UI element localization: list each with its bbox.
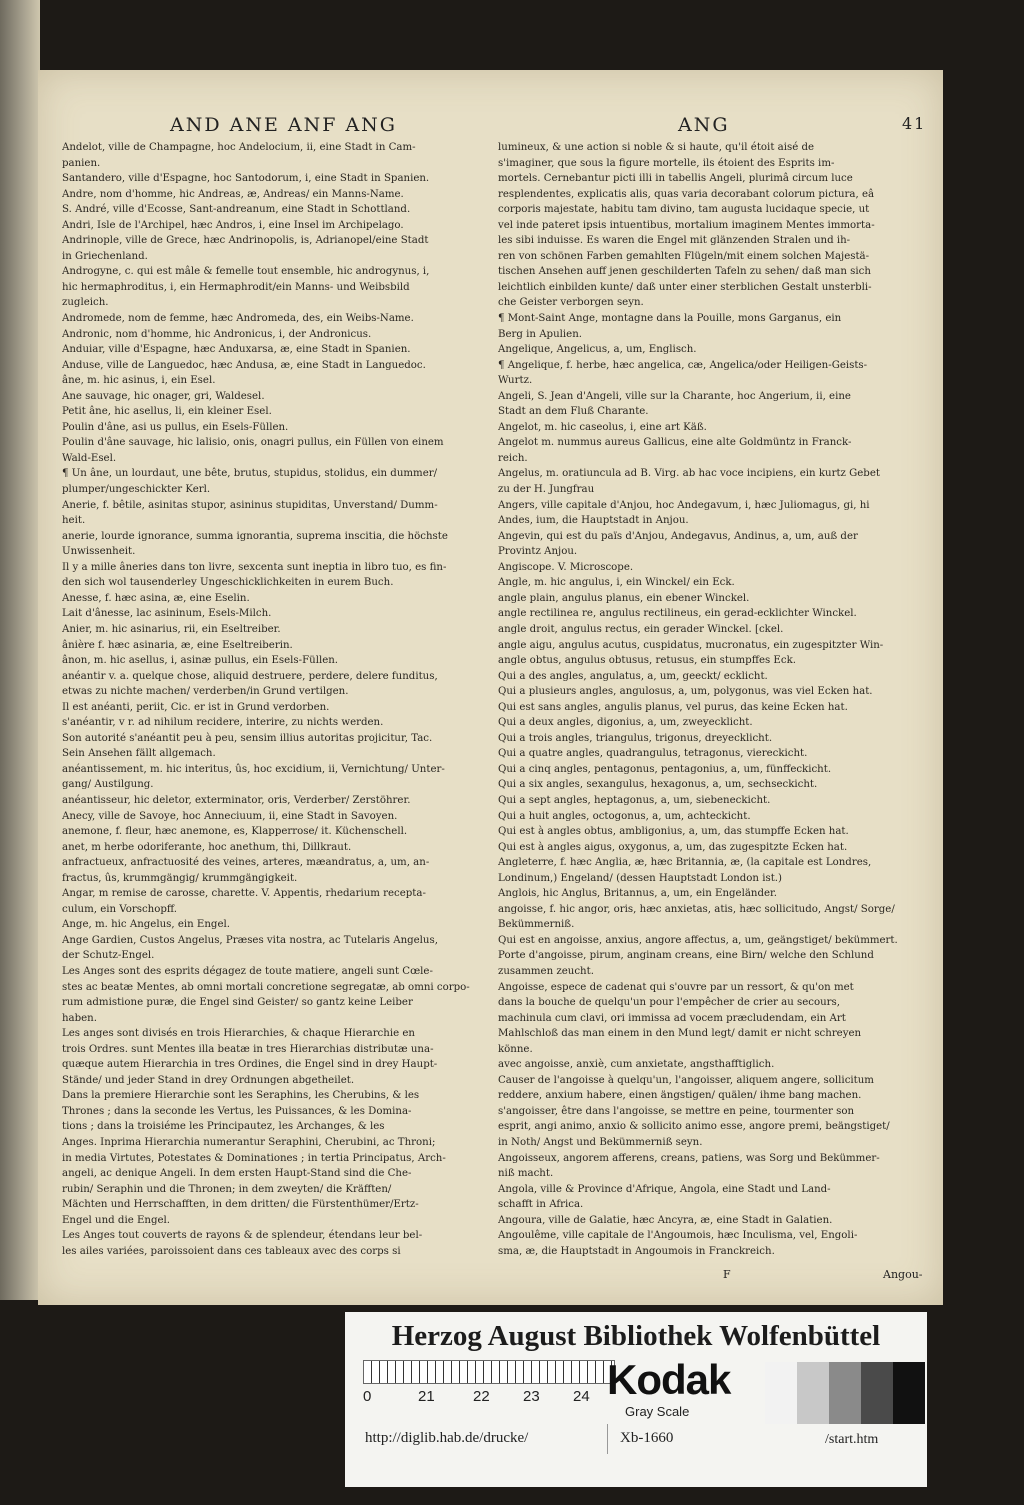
entry-line: Santandero, ville d'Espagne, hoc Santodorum, i, eine Stadt in Spanien.: [62, 173, 430, 185]
entry-line: zusammen zeucht.: [498, 965, 594, 977]
entry-line: Angar, m remise de carosse, charette. V. Appentis, rhedarium recepta-: [62, 888, 426, 900]
library-target-card: [345, 1312, 927, 1487]
entry-line: heit.: [62, 515, 86, 527]
entry-line: Anglois, hic Anglus, Britannus, a, um, ein Engeländer.: [498, 888, 778, 900]
kodak-logo: Kodak: [607, 1356, 731, 1403]
gray-patch: [893, 1362, 925, 1424]
entry-line: zugleich.: [62, 297, 109, 309]
entry-line: niß macht.: [498, 1168, 554, 1180]
entry-line: Angola, ville & Province d'Afrique, Angola, eine Stadt und Land-: [498, 1183, 831, 1195]
entry-line: anemone, f. fleur, hæc anemone, es, Klapperrose/ it. Küchenschell.: [62, 826, 408, 838]
entry-line: ¶ Angelique, f. herbe, hæc angelica, cæ, Angelica/oder Heiligen-Geists-: [498, 359, 868, 371]
entry-line: Qui a cinq angles, pentagonus, pentagonius, a, um, fünffeckicht.: [498, 763, 832, 775]
divider: [607, 1424, 608, 1454]
running-head-right: ANG: [678, 114, 730, 136]
entry-line: könne.: [498, 1043, 533, 1055]
entry-line: anéantisseur, hic deletor, exterminator, oris, Verderber/ Zerstöhrer.: [62, 794, 411, 806]
entry-line: Wald-Esel.: [62, 452, 117, 464]
entry-line: Anesse, f. hæc asina, æ, eine Eselin.: [62, 592, 250, 604]
entry-line: Unwissenheit.: [62, 546, 136, 558]
entry-line: Qui est en angoisse, anxius, angore affectus, a, um, geängstiget/ bekümmert.: [498, 934, 898, 946]
entry-line: rum admistione puræ, die Engel sind Geister/ so gantz keine Leiber: [62, 997, 413, 1009]
entry-line: Causer de l'angoisse à quelqu'un, l'angoisser, aliquem angere, sollicitum: [498, 1074, 874, 1086]
entry-line: Angers, ville capitale d'Anjou, hoc Andegavum, i, hæc Juliomagus, gi, hi: [498, 499, 870, 511]
entry-line: Thrones ; dans la seconde les Vertus, les Puissances, & les Domina-: [62, 1105, 412, 1117]
entry-line: Angle, m. hic angulus, i, ein Winckel/ ein Eck.: [498, 577, 735, 589]
entry-line: Andelot, ville de Champagne, hoc Andelocium, ii, eine Stadt in Cam-: [62, 142, 416, 153]
entry-line: angle rectilinea re, angulus rectilineus, ein gerad-ecklichter Winckel.: [498, 608, 857, 620]
entry-line: Anduiar, ville d'Espagne, hæc Anduxarsa, æ, eine Stadt in Spanien.: [62, 344, 411, 356]
entry-line: lumineux, & une action si noble & si haute, qu'il étoit aisé de: [498, 142, 815, 153]
entry-line: ren von schönen Farben gemahlten Flügeln/mit einem solchen Majestä-: [498, 250, 870, 262]
entry-line: Andrinople, ville de Grece, hæc Andrinopolis, is, Adrianopel/eine Stadt: [62, 235, 429, 247]
book-spine: [0, 0, 40, 1300]
entry-line: tischen Ansehen auff jenen geschilderten Tafeln zu sehen/ daß man sich: [498, 266, 871, 278]
entry-line: gang/ Austilgung.: [62, 779, 154, 791]
gray-scale-label: Gray Scale: [625, 1404, 690, 1419]
entry-line: Ane sauvage, hic onager, gri, Waldesel.: [62, 390, 265, 402]
entry-line: Andromede, nom de femme, hæc Andromeda, des, ein Weibs-Name.: [62, 313, 414, 325]
entry-line: Porte d'angoisse, pirum, anginam creans, eine Birn/ welche den Schlund: [498, 950, 874, 962]
entry-line: tions ; dans la troisiéme les Principautez, les Archanges, & les: [62, 1121, 385, 1133]
entry-line: Angleterre, f. hæc Anglia, æ, hæc Britannia, æ, (la capitale est Londres,: [498, 857, 872, 869]
entry-line: Angoura, ville de Galatie, hæc Ancyra, æ, eine Stadt in Galatien.: [498, 1214, 833, 1226]
entry-line: les sibi induisse. Es waren die Engel mit glänzenden Stralen und ih-: [498, 235, 851, 247]
entry-line: s'imaginer, que sous la figure mortelle, ils étoient des Esprits im-: [498, 157, 835, 169]
entry-line: sma, æ, die Hauptstadt in Angoumois in Franckreich.: [498, 1245, 775, 1257]
entry-line: Sein Ansehen fällt allgemach.: [62, 748, 216, 760]
entry-line: Angoulême, ville capitale de l'Angoumois, hæc Inculisma, vel, Engoli-: [498, 1230, 858, 1242]
entry-line: rubin/ Seraphin und die Thronen; in dem zweyten/ die Kräfften/: [62, 1183, 392, 1195]
entry-line: anerie, lourde ignorance, summa ignorantia, suprema inscitia, die höchste: [62, 530, 448, 542]
entry-line: avec angoisse, anxiè, cum anxietate, angsthafftiglich.: [498, 1059, 775, 1071]
left-column: [62, 140, 487, 1259]
entry-line: Qui a deux angles, digonius, a, um, zweyecklicht.: [498, 717, 753, 729]
entry-line: Qui a quatre angles, quadrangulus, tetragonus, viereckicht.: [498, 748, 808, 760]
entry-line: Qui a six angles, sexangulus, hexagonus, a, um, sechseckicht.: [498, 779, 818, 791]
ruler-number: 24: [573, 1388, 590, 1405]
entry-line: Qui est à angles obtus, ambligonius, a, um, das stumpffe Ecken hat.: [498, 826, 849, 838]
entry-line: Mächten und Herrschafften, in dem dritten/ die Fürstenthümer/Ertz-: [62, 1199, 419, 1211]
entry-line: quæque autem Hierarchia in tres Ordines, die Engel sind in drey Haupt-: [62, 1059, 438, 1071]
entry-line: Angelot, m. hic caseolus, i, eine art Käß.: [498, 421, 707, 433]
entry-line: ¶ Un âne, un lourdaut, une bête, brutus, stupidus, stolidus, ein dummer/: [62, 468, 438, 480]
entry-line: Angevin, qui est du païs d'Anjou, Andegavus, Andinus, a, um, auß der: [498, 530, 858, 542]
entry-line: Qui a trois angles, triangulus, trigonus, dreyecklicht.: [498, 732, 773, 744]
entry-line: Anerie, f. bêtile, asinitas stupor, asininus stupiditas, Unverstand/ Dumm-: [62, 499, 438, 511]
entry-line: s'angoisser, être dans l'angoisse, se mettre en peine, tourmenter son: [498, 1105, 855, 1117]
entry-line: anfractueux, anfractuosité des veines, arteres, mæandratus, a, um, an-: [62, 857, 430, 869]
entry-line: vel inde pateret ipsis intuentibus, mortalium imaginem Mentes immorta-: [498, 219, 875, 231]
entry-line: plumper/ungeschickter Kerl.: [62, 484, 211, 496]
entry-line: corporis majestate, habitu tam divino, tam augusta lucidaque specie, ut: [498, 204, 870, 216]
entry-line: che Geister verborgen seyn.: [498, 297, 644, 309]
entry-line: esprit, angi animo, anxio & sollicito animo esse, angore premi, beängstiget/: [498, 1121, 890, 1133]
entry-line: Stände/ und jeder Stand in drey Ordnungen abgetheilet.: [62, 1074, 355, 1086]
entry-line: Angiscope. V. Microscope.: [498, 561, 634, 573]
entry-line: Provintz Anjou.: [498, 546, 578, 558]
entry-line: angle plain, angulus planus, ein ebener Winckel.: [498, 592, 750, 604]
entry-line: anéantissement, m. hic interitus, ûs, hoc excidium, ii, Vernichtung/ Unter-: [62, 763, 445, 775]
entry-line: Stadt an dem Fluß Charante.: [498, 406, 649, 418]
entry-line: hic hermaphroditus, i, ein Hermaphrodit/ein Manns- und Weibsbild: [62, 281, 410, 293]
entry-line: in Noth/ Angst und Bekümmerniß seyn.: [498, 1137, 703, 1148]
entry-line: Les anges sont divisés en trois Hierarchies, & chaque Hierarchie en: [62, 1028, 415, 1040]
entry-line: resplendentes, explicatis alis, quas varia decorabant colorum pictura, eâ: [498, 188, 875, 200]
entry-line: Qui est à angles aigus, oxygonus, a, um, das zugespitzte Ecken hat.: [498, 841, 848, 853]
entry-line: reddere, anxium habere, einen ängstigen/ quälen/ ihme bang machen.: [498, 1090, 862, 1102]
entry-line: Ange Gardien, Custos Angelus, Præses vita nostra, ac Tutelaris Angelus,: [62, 934, 438, 946]
entry-line: Qui a sept angles, heptagonus, a, um, siebeneckicht.: [498, 794, 771, 806]
entry-line: in media Virtutes, Potestates & Dominationes ; in tertia Principatus, Arch-: [62, 1152, 446, 1164]
entry-line: Angelot m. nummus aureus Gallicus, eine alte Goldmüntz in Franck-: [498, 437, 852, 449]
entry-line: Qui a plusieurs angles, angulosus, a, um, polygonus, was viel Ecken hat.: [498, 686, 873, 698]
entry-line: âne, m. hic asinus, i, ein Esel.: [62, 375, 216, 387]
entry-line: panien.: [62, 157, 101, 169]
entry-line: angle droit, angulus rectus, ein gerader Winckel. [ckel.: [498, 623, 784, 635]
entry-line: Angoisse, espece de cadenat qui s'ouvre par un ressort, & qu'on met: [498, 981, 854, 993]
entry-line: culum, ein Vorschopff.: [62, 903, 177, 915]
entry-line: Londinum,) Engeland/ (dessen Hauptstadt London ist.): [498, 872, 783, 884]
entry-line: les ailes variées, paroissoient dans ces tableaux avec des corps si: [62, 1245, 401, 1257]
entry-line: Angeli, S. Jean d'Angeli, ville sur la Charante, hoc Angerium, ii, eine: [498, 390, 851, 402]
entry-line: zu der H. Jungfrau: [498, 484, 595, 496]
entry-line: Angoisseux, angorem afferens, creans, patiens, was Sorg und Bekümmer-: [498, 1152, 880, 1164]
entry-line: Anier, m. hic asinarius, rii, ein Eseltreiber.: [62, 623, 281, 635]
entry-line: trois Ordres. sunt Mentes illa beatæ in tres Hierarchias distributæ una-: [62, 1043, 434, 1055]
entry-line: Andronic, nom d'homme, hic Andronicus, i, der Andronicus.: [62, 328, 372, 340]
catchword: Angou-: [883, 1268, 923, 1281]
entry-line: Dans la premiere Hierarchie sont les Seraphins, les Cherubins, & les: [62, 1090, 420, 1102]
entry-line: in Griechenland.: [62, 250, 148, 262]
entry-line: fractus, ûs, krummgängig/ krummgängigkeit.: [62, 872, 298, 884]
right-column: [498, 140, 928, 1259]
entry-line: mortels. Cernebantur picti illi in tabellis Angeli, plurimâ circum luce: [498, 173, 853, 185]
entry-line: der Schutz-Engel.: [62, 950, 155, 962]
gray-scale-patches: [765, 1362, 925, 1424]
library-name: Herzog August Bibliothek Wolfenbüttel: [391, 1320, 881, 1352]
entry-line: anéantir v. a. quelque chose, aliquid destruere, perdere, delere funditus,: [62, 670, 438, 682]
gray-patch: [797, 1362, 829, 1424]
entry-line: stes ac beatæ Mentes, ab omni mortali concretione segregatæ, ab omni corpo-: [62, 981, 470, 993]
entry-line: Engel und die Engel.: [62, 1214, 171, 1226]
entry-line: Poulin d'âne, asi us pullus, ein Esels-Füllen.: [62, 421, 289, 433]
entry-line: angle aigu, angulus acutus, cuspidatus, mucronatus, ein zugespitzter Win-: [498, 639, 884, 651]
entry-line: Anduse, ville de Languedoc, hæc Andusa, æ, eine Stadt in Languedoc.: [62, 359, 426, 371]
ruler-scale: [363, 1360, 615, 1384]
entry-line: reich.: [498, 452, 528, 464]
entry-line: machinula cum clavi, ori immissa ad vocem præcludendam, ein Art: [498, 1012, 846, 1024]
running-head-left: AND ANE ANF ANG: [170, 114, 397, 136]
entry-line: Andes, ium, die Hauptstadt in Anjou.: [498, 515, 689, 527]
entry-line: Les Anges tout couverts de rayons & de splendeur, étendans leur bel-: [62, 1230, 423, 1242]
entry-line: Son autorité s'anéantit peu à peu, sensim illius autoritas projicitur, Tac.: [62, 732, 433, 744]
entry-line: ânière f. hæc asinaria, æ, eine Eseltreiberin.: [62, 639, 293, 651]
entry-line: Androgyne, c. qui est mâle & femelle tout ensemble, hic androgynus, i,: [62, 266, 430, 278]
entry-line: haben.: [62, 1012, 97, 1024]
entry-line: Poulin d'âne sauvage, hic lalisio, onis, onagri pullus, ein Füllen von einem: [62, 437, 444, 449]
entry-line: Il est anéanti, periit, Cic. er ist in Grund verdorben.: [62, 701, 330, 713]
entry-line: Lait d'ânesse, lac asininum, Esels-Milch.: [62, 608, 272, 620]
entry-line: ânon, m. hic asellus, i, asinæ pullus, ein Esels-Füllen.: [62, 655, 339, 667]
gray-patch: [765, 1362, 797, 1424]
entry-line: dans la bouche de quelqu'un pour l'empêcher de crier au secours,: [498, 997, 840, 1009]
entry-line: Anecy, ville de Savoye, hoc Anneciuum, ii, eine Stadt in Savoyen.: [62, 810, 398, 822]
entry-line: anet, m herbe odoriferante, hoc anethum, thi, Dillkraut.: [62, 841, 352, 853]
entry-line: Andri, Isle de l'Archipel, hæc Andros, i, eine Insel im Archipelago.: [62, 219, 404, 231]
entry-line: angoisse, f. hic angor, oris, hæc anxietas, atis, hæc sollicitudo, Angst/ Sorge/: [498, 903, 895, 915]
gray-patch: [861, 1362, 893, 1424]
entry-line: S. André, ville d'Ecosse, Sant-andreanum, eine Stadt in Schottland.: [62, 204, 411, 216]
ruler-number: 23: [523, 1388, 540, 1405]
ruler-number: 22: [473, 1388, 490, 1405]
entry-line: Les Anges sont des esprits dégagez de toute matiere, angeli sunt Cœle-: [62, 965, 433, 977]
shelfmark: Xb-1660: [620, 1430, 674, 1446]
entry-line: angle obtus, angulus obtusus, retusus, ein stumpffes Eck.: [498, 655, 796, 667]
entry-line: Anges. Inprima Hierarchia numerantur Seraphini, Cherubini, ac Throni;: [62, 1137, 436, 1148]
entry-line: s'anéantir, v r. ad nihilum recidere, interire, zu nichts werden.: [62, 717, 384, 729]
entry-line: etwas zu nichte machen/ verderben/in Grund vertilgen.: [62, 686, 349, 698]
entry-line: schafft in Africa.: [498, 1199, 584, 1211]
entry-line: angeli, ac denique Angeli. In dem ersten Haupt-Stand sind die Che-: [62, 1168, 412, 1180]
entry-line: Berg in Apulien.: [498, 328, 582, 340]
entry-line: Petit âne, hic asellus, li, ein kleiner Esel.: [62, 406, 272, 418]
entry-line: Qui a huit angles, octogonus, a, um, achteckicht.: [498, 810, 751, 822]
entry-line: Il y a mille âneries dans ton livre, sexcenta sunt ineptia in libro tuo, es fin-: [62, 561, 447, 573]
entry-line: Mahlschloß das man einem in den Mund legt/ damit er nicht schreyen: [498, 1028, 862, 1040]
ruler-number: 0: [363, 1388, 372, 1405]
page-number: 41: [902, 114, 927, 133]
entry-line: Wurtz.: [498, 375, 533, 387]
entry-line: ¶ Mont-Saint Ange, montagne dans la Pouille, mons Garganus, ein: [498, 313, 842, 325]
entry-line: Ange, m. hic Angelus, ein Engel.: [62, 919, 230, 931]
entry-line: Qui a des angles, angulatus, a, um, geeckt/ ecklicht.: [498, 670, 768, 682]
entry-line: Qui est sans angles, angulis planus, vel purus, das keine Ecken hat.: [498, 701, 848, 713]
ruler-number: 21: [418, 1388, 435, 1405]
library-url: http://diglib.hab.de/drucke/: [365, 1430, 529, 1446]
signature-mark: F: [723, 1268, 731, 1281]
entry-line: Angelique, Angelicus, a, um, Englisch.: [498, 344, 697, 356]
start-path: /start.htm: [825, 1432, 879, 1447]
book-page: [38, 70, 943, 1305]
entry-line: den sich wol tausenderley Ungeschicklichkeiten in eurem Buch.: [62, 577, 394, 589]
entry-line: Angelus, m. oratiuncula ad B. Virg. ab hac voce incipiens, ein kurtz Gebet: [498, 468, 880, 480]
entry-line: leichtlich einbilden kunte/ daß unter einer sterblichen Gestalt unsterbli-: [498, 281, 872, 293]
gray-patch: [829, 1362, 861, 1424]
entry-line: Bekümmerniß.: [498, 919, 575, 931]
entry-line: Andre, nom d'homme, hic Andreas, æ, Andreas/ ein Manns-Name.: [62, 188, 404, 200]
